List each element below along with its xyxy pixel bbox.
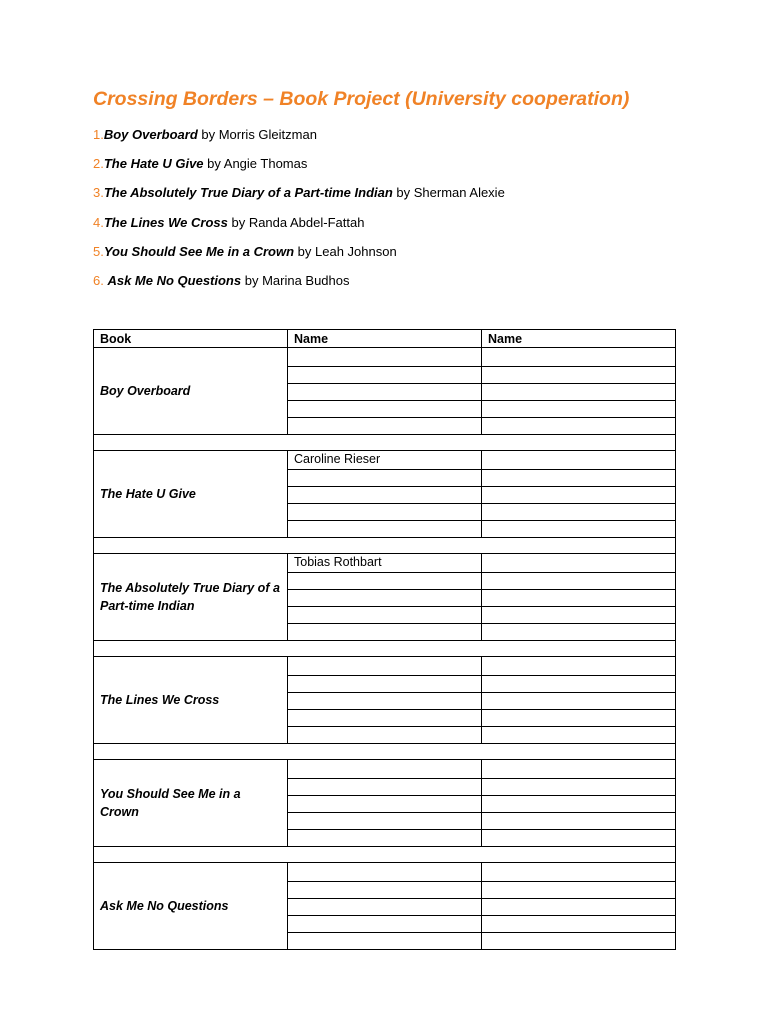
name-cell[interactable]: Tobias Rothbart	[288, 554, 482, 573]
spacer-cell	[94, 641, 676, 657]
name-cell[interactable]	[482, 487, 676, 504]
book-cell: The Absolutely True Diary of a Part-time Indian	[94, 554, 288, 641]
name-cell[interactable]	[288, 813, 482, 830]
name-cell[interactable]	[288, 607, 482, 624]
name-cell[interactable]	[288, 796, 482, 813]
name-cell[interactable]	[288, 521, 482, 538]
name-cell[interactable]	[482, 504, 676, 521]
name-cell[interactable]	[482, 779, 676, 796]
name-cell[interactable]	[482, 693, 676, 710]
book-cell: The Hate U Give	[94, 451, 288, 538]
book-title: Ask Me No Questions	[107, 272, 242, 288]
book-cell: The Lines We Cross	[94, 657, 288, 744]
book-title: The Hate U Give	[103, 156, 204, 172]
book-title: The Lines We Cross	[103, 214, 228, 230]
name-cell[interactable]	[288, 573, 482, 590]
column-header-name: Name	[288, 330, 482, 348]
name-cell[interactable]	[482, 367, 676, 384]
table-body	[94, 348, 676, 950]
spacer-cell	[94, 538, 676, 554]
name-cell[interactable]	[288, 367, 482, 384]
book-cell: Ask Me No Questions	[94, 863, 288, 950]
name-cell[interactable]	[482, 521, 676, 538]
name-cell[interactable]	[288, 830, 482, 847]
table-row	[94, 760, 676, 779]
book-author: by Randa Abdel-Fattah	[227, 214, 365, 230]
book-author: by Morris Gleitzman	[197, 127, 317, 142]
spacer-cell	[94, 744, 676, 760]
name-cell[interactable]	[482, 899, 676, 916]
spacer-cell	[94, 847, 676, 863]
table-row	[94, 657, 676, 676]
spacer-row	[94, 744, 676, 760]
column-header-book: Book	[94, 330, 288, 348]
name-cell[interactable]	[288, 693, 482, 710]
name-cell[interactable]	[482, 933, 676, 950]
name-cell[interactable]	[482, 470, 676, 487]
book-cell: You Should See Me in a Crown	[94, 760, 288, 847]
name-cell[interactable]	[482, 401, 676, 418]
name-cell[interactable]	[288, 624, 482, 641]
name-cell[interactable]	[482, 760, 676, 779]
name-cell[interactable]	[482, 554, 676, 573]
name-cell[interactable]	[288, 779, 482, 796]
list-number: 3.	[93, 185, 104, 201]
list-item	[93, 184, 505, 213]
list-number: 5.	[93, 243, 104, 259]
name-cell[interactable]	[482, 384, 676, 401]
book-author: by Angie Thomas	[203, 156, 308, 172]
signup-table	[93, 329, 676, 950]
name-cell[interactable]	[482, 830, 676, 847]
spacer-cell	[94, 435, 676, 451]
spacer-row	[94, 847, 676, 863]
table-row	[94, 863, 676, 882]
list-number: 1.	[93, 127, 104, 142]
list-number: 6.	[93, 272, 108, 288]
book-title: You Should See Me in a Crown	[103, 243, 295, 259]
book-author: by Sherman Alexie	[392, 185, 505, 201]
book-title: The Absolutely True Diary of a Part-time Indian	[103, 185, 393, 201]
name-cell[interactable]	[288, 401, 482, 418]
list-item	[93, 214, 505, 243]
table-row	[94, 451, 676, 470]
book-title: Boy Overboard	[103, 127, 198, 142]
name-cell[interactable]	[288, 760, 482, 779]
table-row	[94, 348, 676, 367]
name-cell[interactable]: Caroline Rieser	[288, 451, 482, 470]
table-row	[94, 554, 676, 573]
name-cell[interactable]	[482, 813, 676, 830]
list-number: 4.	[93, 214, 104, 230]
name-cell[interactable]	[482, 590, 676, 607]
name-cell[interactable]	[288, 863, 482, 882]
book-cell: Boy Overboard	[94, 348, 288, 435]
name-cell[interactable]	[288, 916, 482, 933]
name-cell[interactable]	[288, 418, 482, 435]
name-cell[interactable]	[482, 727, 676, 744]
name-cell[interactable]	[288, 470, 482, 487]
name-cell[interactable]	[482, 676, 676, 693]
name-cell[interactable]	[288, 590, 482, 607]
page-title: Crossing Borders – Book Project (University cooperation)	[93, 88, 630, 110]
list-item	[93, 272, 505, 301]
name-cell[interactable]	[482, 882, 676, 899]
spacer-row	[94, 435, 676, 451]
column-header-name: Name	[482, 330, 676, 348]
name-cell[interactable]	[288, 710, 482, 727]
book-author: by Marina Budhos	[241, 272, 350, 288]
name-cell[interactable]	[482, 348, 676, 367]
name-cell[interactable]	[288, 882, 482, 899]
name-cell[interactable]	[288, 348, 482, 367]
name-cell[interactable]	[288, 657, 482, 676]
name-cell[interactable]	[482, 710, 676, 727]
book-list	[93, 126, 505, 301]
name-cell[interactable]	[482, 624, 676, 641]
name-cell[interactable]	[288, 676, 482, 693]
name-cell[interactable]	[482, 863, 676, 882]
name-cell[interactable]	[482, 418, 676, 435]
name-cell[interactable]	[288, 899, 482, 916]
list-item	[93, 155, 505, 184]
list-item	[93, 243, 505, 272]
name-cell[interactable]	[482, 657, 676, 676]
name-cell[interactable]	[482, 796, 676, 813]
spacer-row	[94, 538, 676, 554]
name-cell[interactable]	[482, 451, 676, 470]
list-item	[93, 126, 505, 155]
list-number: 2.	[93, 156, 104, 172]
name-cell[interactable]	[482, 916, 676, 933]
name-cell[interactable]	[288, 933, 482, 950]
spacer-row	[94, 641, 676, 657]
name-cell[interactable]	[288, 384, 482, 401]
name-cell[interactable]	[482, 607, 676, 624]
book-author: by Leah Johnson	[294, 243, 397, 259]
name-cell[interactable]	[288, 727, 482, 744]
name-cell[interactable]	[288, 504, 482, 521]
name-cell[interactable]	[482, 573, 676, 590]
name-cell[interactable]	[288, 487, 482, 504]
